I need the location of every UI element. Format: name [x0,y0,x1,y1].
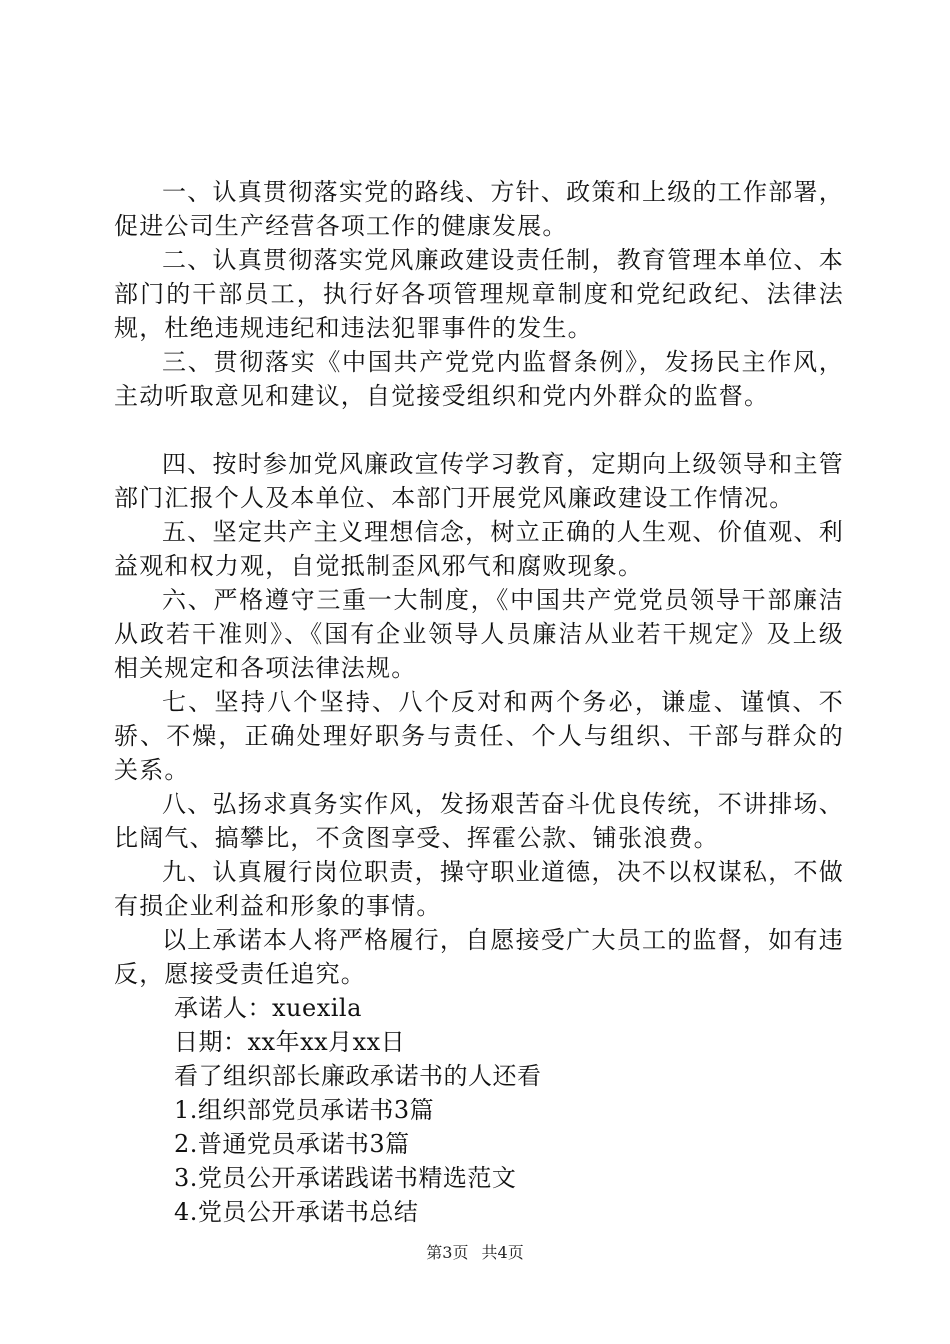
related-link-4[interactable]: 4.党员公开承诺书总结 [174,1198,419,1226]
page-number: 第3页 [426,1243,469,1262]
page-footer [0,1240,950,1263]
related-link-1[interactable]: 1.组织部党员承诺书3篇 [174,1096,435,1124]
paragraph-7: 七、坚持八个坚持、八个反对和两个务必，谦虚、谨慎、不骄、不燥，正确处理好职务与责任、个人与组织、干部与群众的关系。 [114,688,844,784]
paragraph-6: 六、严格遵守三重一大制度，《中国共产党党员领导干部廉洁从政若干准则》、《国有企业领导人员廉洁从业若干规定》及上级相关规定和各项法律法规。 [114,586,844,682]
signer-line: 承诺人：xuexila [174,994,362,1022]
page-total: 共4页 [481,1243,524,1262]
paragraph-3: 三、贯彻落实《中国共产党党内监督条例》，发扬民主作风，主动听取意见和建议，自觉接受组织和党内外群众的监督。 [114,348,844,410]
paragraph-9: 九、认真履行岗位职责，操守职业道德，决不以权谋私，不做有损企业利益和形象的事情。 [114,858,844,920]
document-body [114,175,844,1229]
closing-paragraph: 以上承诺本人将严格履行，自愿接受广大员工的监督，如有违反，愿接受责任追究。 [114,926,844,988]
paragraph-4: 四、按时参加党风廉政宣传学习教育，定期向上级领导和主管部门汇报个人及本单位、本部门开展党风廉政建设工作情况。 [114,450,844,512]
paragraph-2: 二、认真贯彻落实党风廉政建设责任制，教育管理本单位、本部门的干部员工，执行好各项管理规章制度和党纪政纪、法律法规，杜绝违规违纪和违法犯罪事件的发生。 [114,246,844,342]
related-link-2[interactable]: 2.普通党员承诺书3篇 [174,1130,410,1158]
paragraph-8: 八、弘扬求真务实作风，发扬艰苦奋斗优良传统，不讲排场、比阔气、搞攀比，不贪图享受、挥霍公款、铺张浪费。 [114,790,844,852]
related-heading: 看了组织部长廉政承诺书的人还看 [174,1062,542,1090]
paragraph-5: 五、坚定共产主义理想信念，树立正确的人生观、价值观、利益观和权力观，自觉抵制歪风邪气和腐败现象。 [114,518,844,580]
paragraph-1: 一、认真贯彻落实党的路线、方针、政策和上级的工作部署，促进公司生产经营各项工作的健康发展。 [114,178,844,240]
related-link-3[interactable]: 3.党员公开承诺践诺书精选范文 [174,1164,517,1192]
date-line: 日期：xx年xx月xx日 [174,1028,406,1056]
